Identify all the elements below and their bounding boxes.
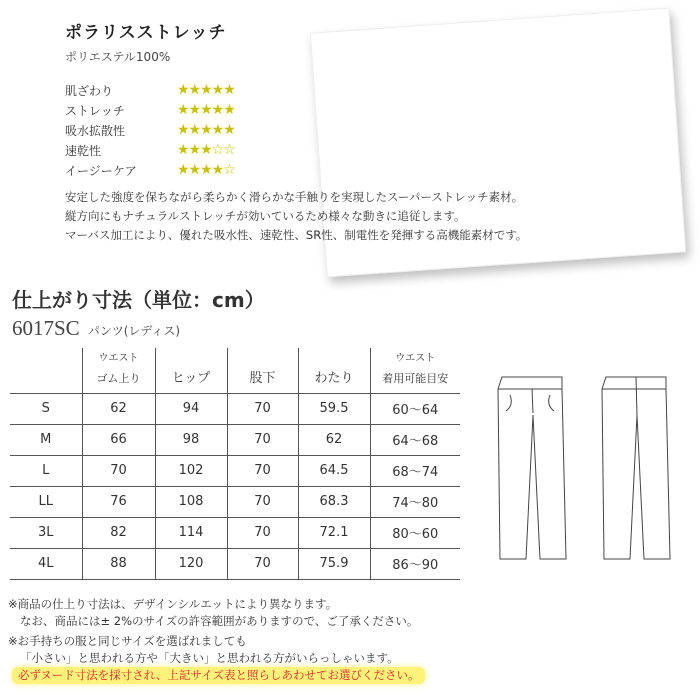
table-cell: 70	[227, 455, 298, 486]
rating-label: ストレッチ	[65, 103, 125, 118]
description-line: マーバス加工により、優れた吸水性、速乾性、SR性、制電性を発揮する高機能素材です。	[65, 228, 528, 242]
table-cell: 64.5	[298, 455, 370, 486]
table-cell: 75.9	[298, 548, 370, 579]
table-cell: 120	[155, 548, 227, 579]
star-rating: ★★★★☆	[177, 162, 235, 178]
rating-label: 速乾性	[65, 143, 102, 158]
table-cell: 102	[155, 455, 227, 486]
star-rating: ★★★☆☆	[177, 142, 235, 158]
table-cell: 86～90	[370, 548, 460, 579]
star-rating: ★★★★★	[177, 102, 235, 118]
star-rating: ★★★★★	[177, 82, 235, 98]
note-line: なお、商品には± 2%のサイズの許容範囲がありますので、ご了承ください。	[20, 614, 419, 628]
table-cell: 62	[298, 424, 370, 455]
rating-row	[65, 100, 235, 120]
fabric-composition: ポリエステル100%	[65, 50, 171, 64]
table-cell: 72.1	[298, 517, 370, 548]
table-cell: 70	[227, 486, 298, 517]
table-cell: 60～64	[370, 393, 460, 424]
size-label: 4L	[10, 548, 82, 579]
fabric-title: ポラリスストレッチ	[65, 23, 227, 43]
product-name: パンツ(レディス)	[87, 324, 181, 338]
table-cell: 108	[155, 486, 227, 517]
table-row	[10, 393, 460, 424]
table-row	[10, 517, 460, 548]
col-header: 股下	[227, 348, 298, 393]
col-header: わたり	[298, 348, 370, 393]
col-header: ウエスト 着用可能目安	[370, 348, 460, 393]
col-header: ウエスト ゴム上り	[82, 348, 155, 393]
table-row	[10, 486, 460, 517]
fabric-description	[65, 188, 527, 245]
size-header	[10, 348, 82, 393]
pants-illustration	[490, 375, 680, 565]
size-label: 3L	[10, 517, 82, 548]
table-cell: 68.3	[298, 486, 370, 517]
rating-row	[65, 160, 235, 180]
size-label: LL	[10, 486, 82, 517]
col-header: ヒップ	[155, 348, 227, 393]
note-line: ※お手持ちの服と同じサイズを選ばれましても	[8, 634, 247, 648]
note-line: 「小さい」と思われる方や「大きい」と思われる方がいらっしゃいます。	[20, 651, 399, 665]
table-cell: 62	[82, 393, 155, 424]
rating-row	[65, 80, 235, 100]
model-code: 6017SC	[12, 316, 80, 340]
rating-row	[65, 140, 235, 160]
table-cell: 70	[227, 548, 298, 579]
table-row	[10, 455, 460, 486]
size-label: L	[10, 455, 82, 486]
table-row	[10, 424, 460, 455]
table-cell: 76	[82, 486, 155, 517]
rating-label: 肌ざわり	[65, 83, 114, 98]
star-rating: ★★★★★	[177, 122, 235, 138]
table-cell: 70	[227, 424, 298, 455]
table-cell: 94	[155, 393, 227, 424]
rating-label: 吸水拡散性	[65, 123, 126, 138]
table-cell: 114	[155, 517, 227, 548]
pants-front-icon	[498, 377, 566, 559]
table-cell: 98	[155, 424, 227, 455]
table-cell: 70	[227, 517, 298, 548]
table-cell: 74～80	[370, 486, 460, 517]
description-line: 安定した強度を保ちながら柔らかく滑らかな手触りを実現したスーパーストレッチ素材。	[65, 190, 524, 204]
rating-row	[65, 120, 235, 140]
table-cell: 59.5	[298, 393, 370, 424]
description-line: 縦方向にもナチュラルストレッチが効いているため様々な動きに追従します。	[65, 209, 466, 223]
size-label: M	[10, 424, 82, 455]
highlighted-note: 必ずヌード寸法を採寸され、上記サイズ表と照らしあわせてお選びください。	[12, 667, 425, 684]
rating-label: イージーケア	[65, 163, 137, 178]
table-cell: 68～74	[370, 455, 460, 486]
table-cell: 80～60	[370, 517, 460, 548]
pants-back-icon	[602, 377, 670, 559]
model-number	[12, 316, 180, 341]
table-cell: 70	[227, 393, 298, 424]
notes	[8, 596, 425, 684]
table-cell: 82	[82, 517, 155, 548]
table-cell: 64～68	[370, 424, 460, 455]
table-cell: 66	[82, 424, 155, 455]
note-line: ※商品の仕上り寸法は、デザインシルエットにより異なります。	[8, 597, 338, 611]
fabric-ratings	[65, 80, 235, 180]
size-table	[10, 348, 460, 580]
table-row	[10, 548, 460, 579]
size-label: S	[10, 393, 82, 424]
size-heading: 仕上がり寸法（単位：cm）	[12, 288, 265, 312]
table-cell: 88	[82, 548, 155, 579]
table-cell: 70	[82, 455, 155, 486]
